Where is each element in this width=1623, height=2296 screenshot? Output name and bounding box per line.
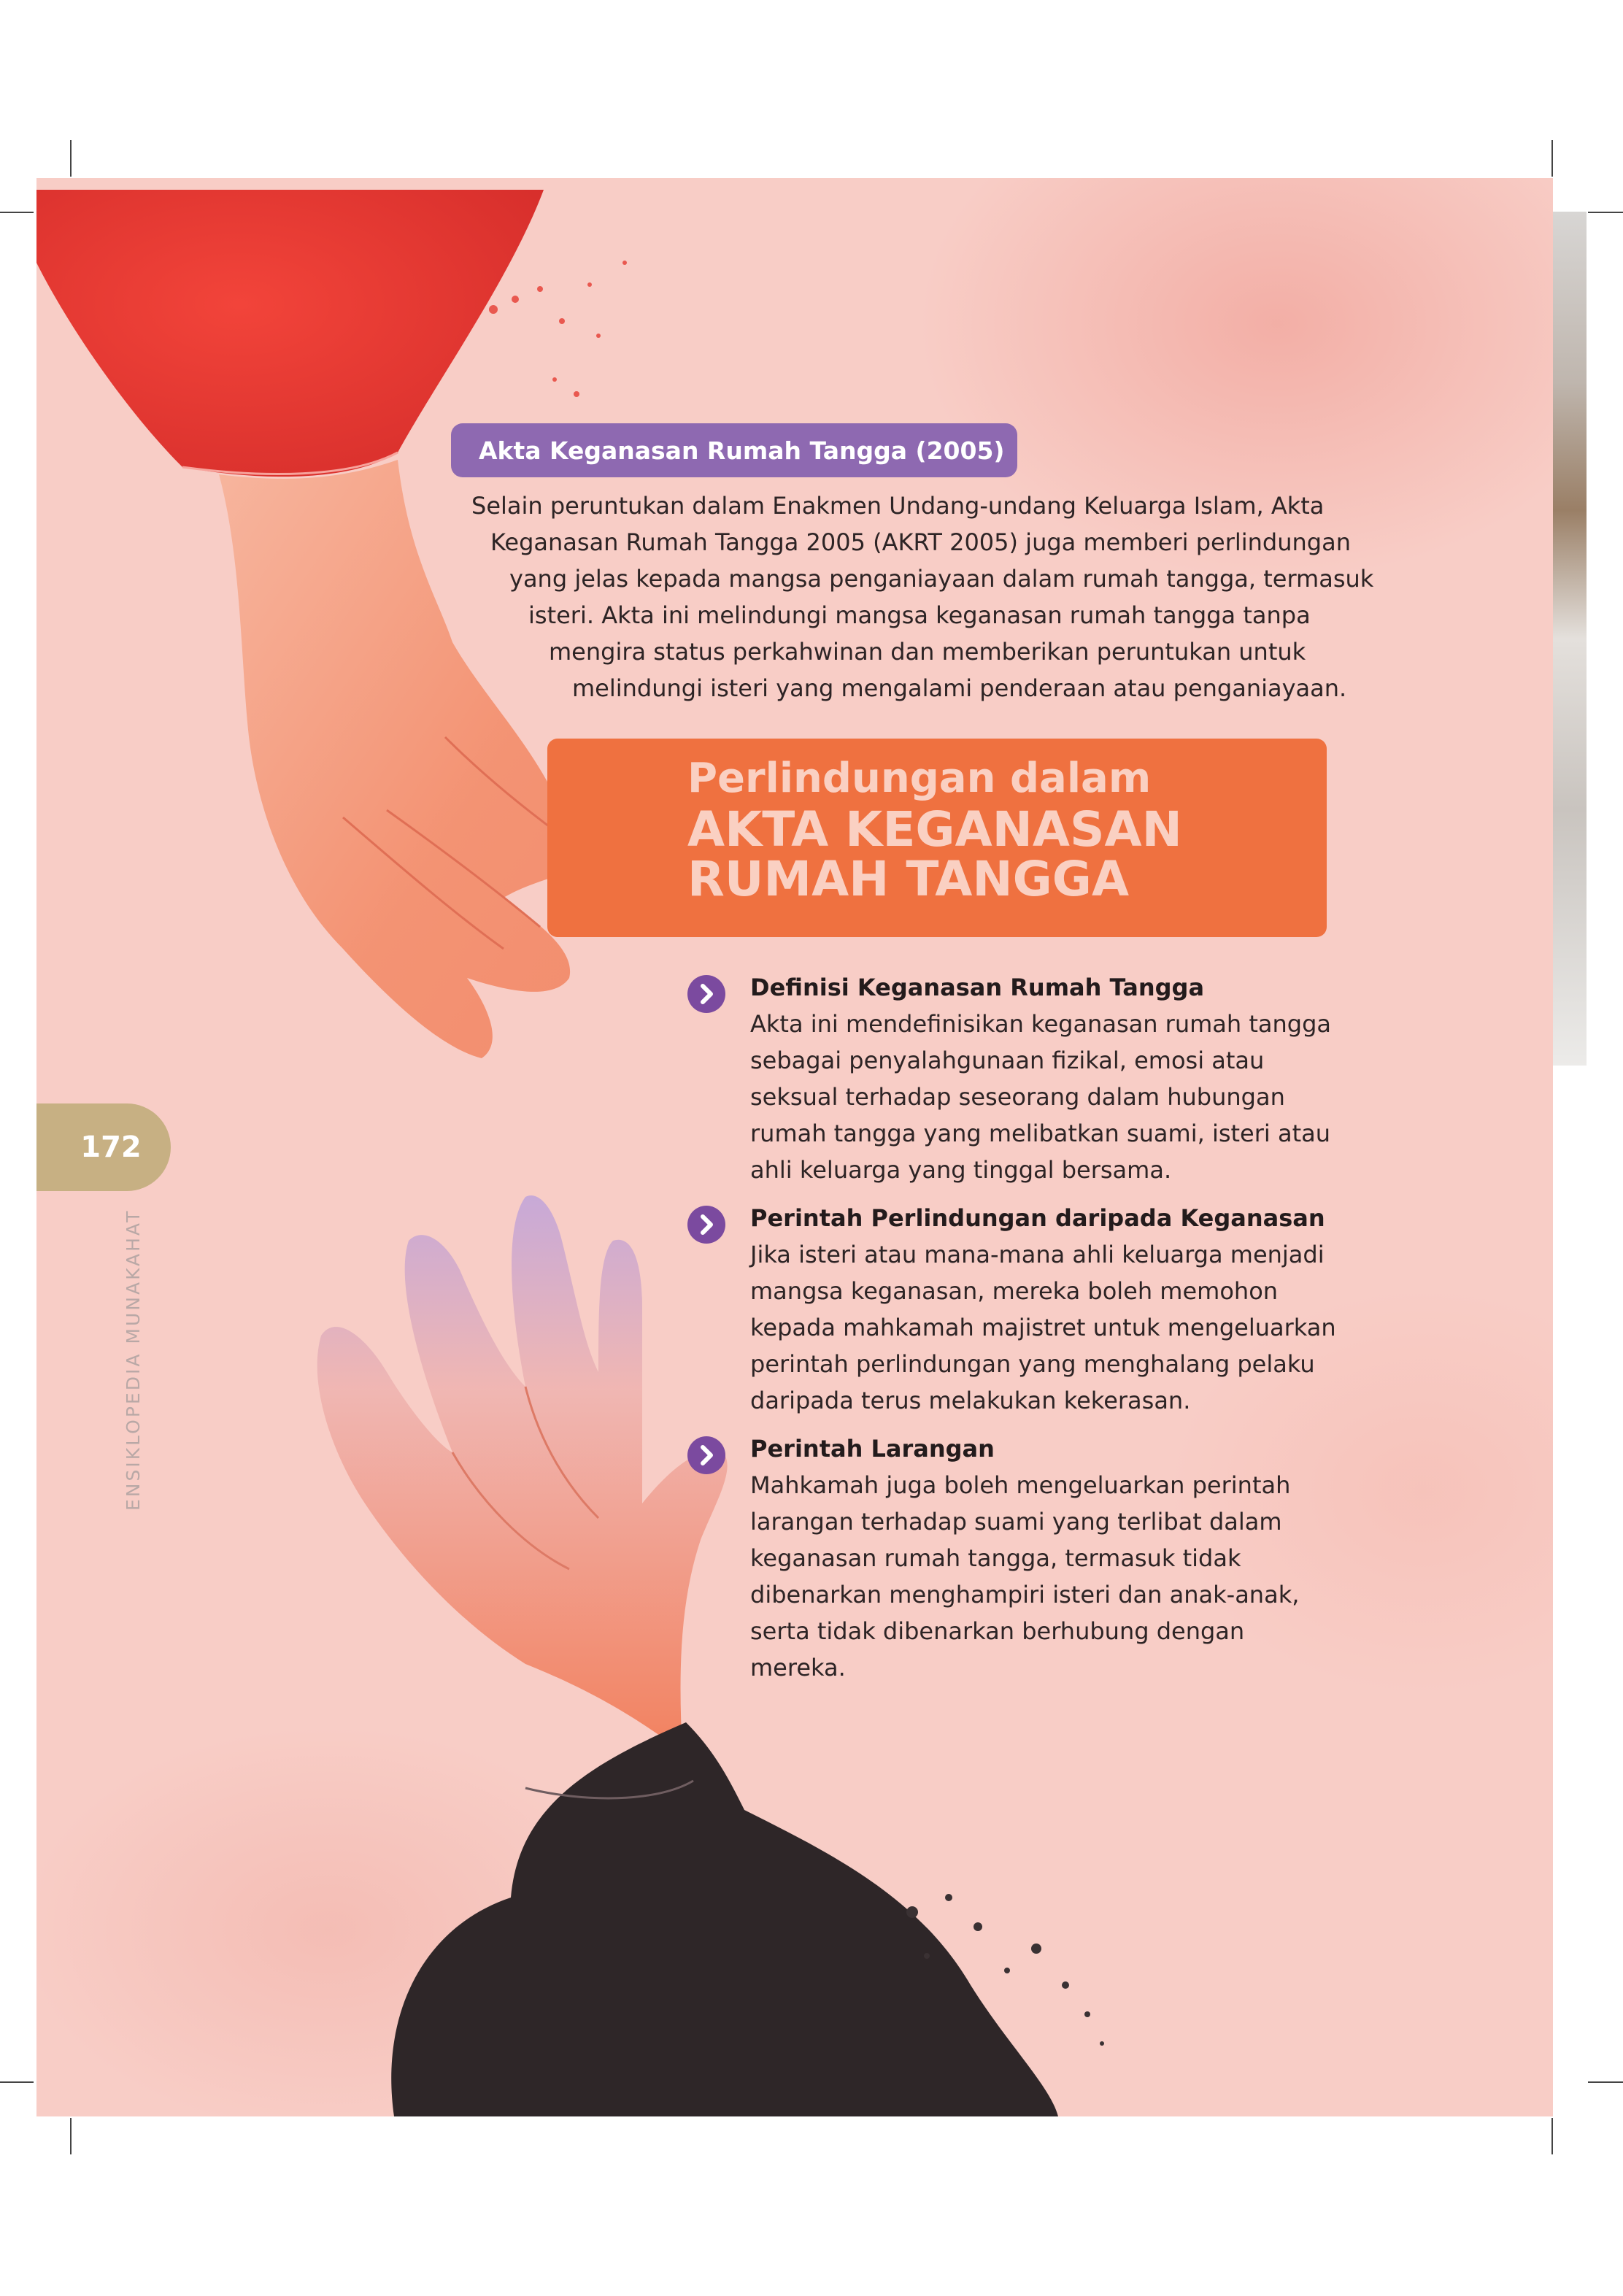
list-item bbox=[687, 971, 1344, 1190]
item-line: perintah perlindungan yang menghalang pelaku bbox=[750, 1350, 1315, 1378]
banner-title-line: RUMAH TANGGA bbox=[687, 851, 1130, 907]
item-title: Perintah Perlindungan daripada Keganasan bbox=[750, 1204, 1325, 1232]
item-line: daripada terus melakukan kekerasan. bbox=[750, 1387, 1191, 1414]
intro-line: Keganasan Rumah Tangga 2005 (AKRT 2005) juga memberi perlindungan bbox=[490, 528, 1351, 556]
intro-line: mengira status perkahwinan dan memberikan peruntukan untuk bbox=[549, 638, 1306, 666]
page-number: 172 bbox=[36, 1103, 171, 1191]
item-line: kepada mahkamah majistret untuk mengeluarkan bbox=[750, 1314, 1336, 1341]
list-item bbox=[687, 1432, 1344, 1687]
chevron-right-icon bbox=[687, 1206, 725, 1244]
item-line: Mahkamah juga boleh mengeluarkan perintah bbox=[750, 1471, 1291, 1499]
item-title: Perintah Larangan bbox=[750, 1435, 995, 1463]
intro-paragraph bbox=[0, 0, 1623, 730]
black-sleeve bbox=[391, 1722, 1058, 2116]
item-line: sebagai penyalahgunaan fizikal, emosi atau bbox=[750, 1047, 1265, 1074]
item-line: mereka. bbox=[750, 1654, 846, 1681]
item-line: larangan terhadap suami yang terlibat dalam bbox=[750, 1508, 1282, 1536]
running-side-label: ENSIKLOPEDIA MUNAKAHAT bbox=[123, 1209, 144, 1511]
section-pill: Akta Keganasan Rumah Tangga (2005) bbox=[451, 423, 1017, 477]
banner-title-line: Perlindungan dalam bbox=[687, 755, 1152, 802]
chevron-right-icon bbox=[687, 1436, 725, 1474]
item-title: Definisi Keganasan Rumah Tangga bbox=[750, 974, 1205, 1001]
bottom-hand bbox=[317, 1195, 728, 1752]
intro-line: Selain peruntukan dalam Enakmen Undang-undang Keluarga Islam, Akta bbox=[471, 492, 1325, 520]
item-line: keganasan rumah tangga, termasuk tidak bbox=[750, 1544, 1241, 1572]
item-line: seksual terhadap seseorang dalam hubungan bbox=[750, 1083, 1285, 1111]
banner-title-line: AKTA KEGANASAN bbox=[687, 801, 1182, 858]
item-line: serta tidak dibenarkan berhubung dengan bbox=[750, 1617, 1245, 1645]
chevron-right-icon bbox=[687, 975, 725, 1013]
item-line: dibenarkan menghampiri isteri dan anak-anak, bbox=[750, 1581, 1300, 1609]
list-item bbox=[687, 1201, 1344, 1420]
item-line: Jika isteri atau mana-mana ahli keluarga menjadi bbox=[750, 1241, 1325, 1268]
intro-line: melindungi isteri yang mengalami penderaan atau penganiayaan. bbox=[572, 674, 1347, 702]
intro-line: yang jelas kepada mangsa penganiayaan dalam rumah tangga, termasuk bbox=[509, 565, 1374, 593]
intro-line: isteri. Akta ini melindungi mangsa keganasan rumah tangga tanpa bbox=[528, 601, 1311, 629]
item-line: Akta ini mendefinisikan keganasan rumah tangga bbox=[750, 1010, 1332, 1038]
item-line: rumah tangga yang melibatkan suami, isteri atau bbox=[750, 1120, 1330, 1147]
item-line: mangsa keganasan, mereka boleh memohon bbox=[750, 1277, 1279, 1305]
item-line: ahli keluarga yang tinggal bersama. bbox=[750, 1156, 1172, 1184]
